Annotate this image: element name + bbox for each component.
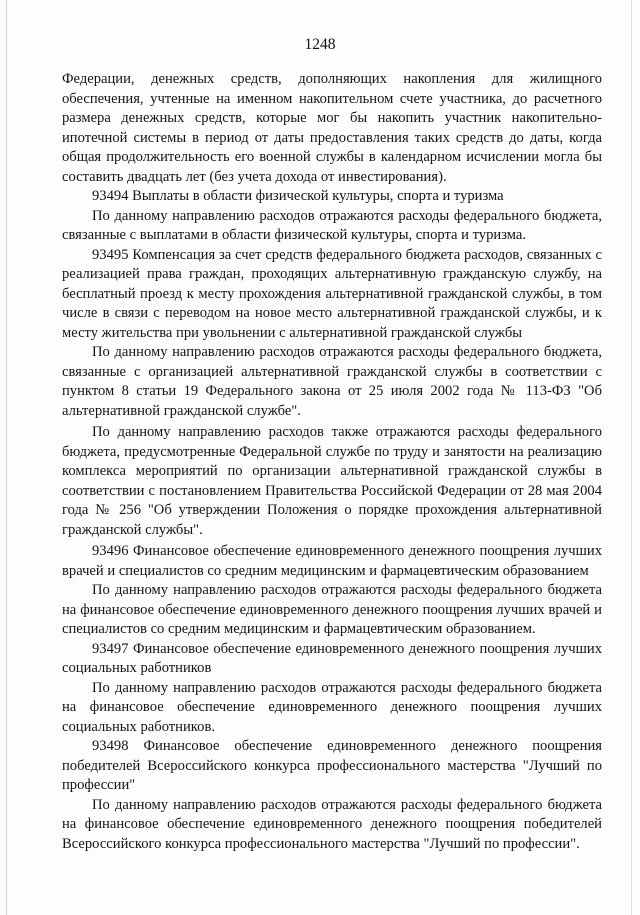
section-heading-93498: 93498 Финансовое обеспечение единовременного денежного поощрения победителей Всероссийского конкурса профессионального мастерства "Лучший по профессии" <box>62 738 602 793</box>
paragraph-continuation: Федерации, денежных средств, дополняющих накопления для жилищного обеспечения, учтенные на именном накопительном счете участника, до расчетного размера денежных средств, которые мог бы накопить участник накопительно-ипотечной системы в период от даты предоставления таких средств до даты, когда общая продолжительность его военной службы в календарном исчислении могла бы составить двадцать лет (без учета дохода от инвестирования). <box>62 71 602 185</box>
section-heading-93496: 93496 Финансовое обеспечение единовременного денежного поощрения лучших врачей и специалистов со средним медицинским и фармацевтическим образованием <box>62 543 602 579</box>
scan-edge-left <box>6 0 7 915</box>
scan-edge-right <box>631 0 632 915</box>
paragraph-93494-description: По данному направлению расходов отражаются расходы федерального бюджета, связанные с выплатами в области физической культуры, спорта и туризма. <box>62 207 602 243</box>
paragraph-93498-description: По данному направлению расходов отражаются расходы федерального бюджета на финансовое обеспечение единовременного денежного поощрения победителей Всероссийского конкурса профессионального мастерства "Лучший по профессии". <box>62 796 602 852</box>
paragraph-93495-description: По данному направлению расходов отражаются расходы федерального бюджета, связанные с организацией альтернативной гражданской службы в соответствии с пунктом 8 статьи 19 Федерального закона от 25 июля 2002 года № 113-ФЗ "Об альтернативной гражданской службе". <box>62 344 602 419</box>
section-heading-93497: 93497 Финансовое обеспечение единовременного денежного поощрения лучших социальных работников <box>62 640 602 676</box>
document-body <box>62 70 602 854</box>
section-heading-93494: 93494 Выплаты в области физической культуры, спорта и туризма <box>92 188 504 204</box>
page-number: 1248 <box>304 36 336 53</box>
paragraph-93496-description: По данному направлению расходов отражаются расходы федерального бюджета на финансовое обеспечение единовременного денежного поощрения лучших врачей и специалистов со средним медицинским и фармацевтическим образованием. <box>62 582 602 637</box>
paragraph-93495-additional: По данному направлению расходов также отражаются расходы федерального бюджета, предусмотренные Федеральной службе по труду и занятости на реализацию комплекса мероприятий по организации альтернативной гражданской службы в соответствии с постановлением Правительства Российской Федерации от 28 мая 2004 года № 256 "Об утверждении Положения о порядке прохождения альтернативной гражданской службы". <box>62 424 602 538</box>
section-heading-93495: 93495 Компенсация за счет средств федерального бюджета расходов, связанных с реализацией права граждан, проходящих альтернативную гражданскую службу, на бесплатный проезд к месту прохождения альтернативной гражданской службы, в том числе в связи с переводом на новое место альтернативной гражданской службы, и к месту жительства при увольнении с альтернативной гражданской службы <box>62 246 602 341</box>
paragraph-93497-description: По данному направлению расходов отражаются расходы федерального бюджета на финансовое обеспечение единовременного денежного поощрения лучших социальных работников. <box>62 679 602 735</box>
